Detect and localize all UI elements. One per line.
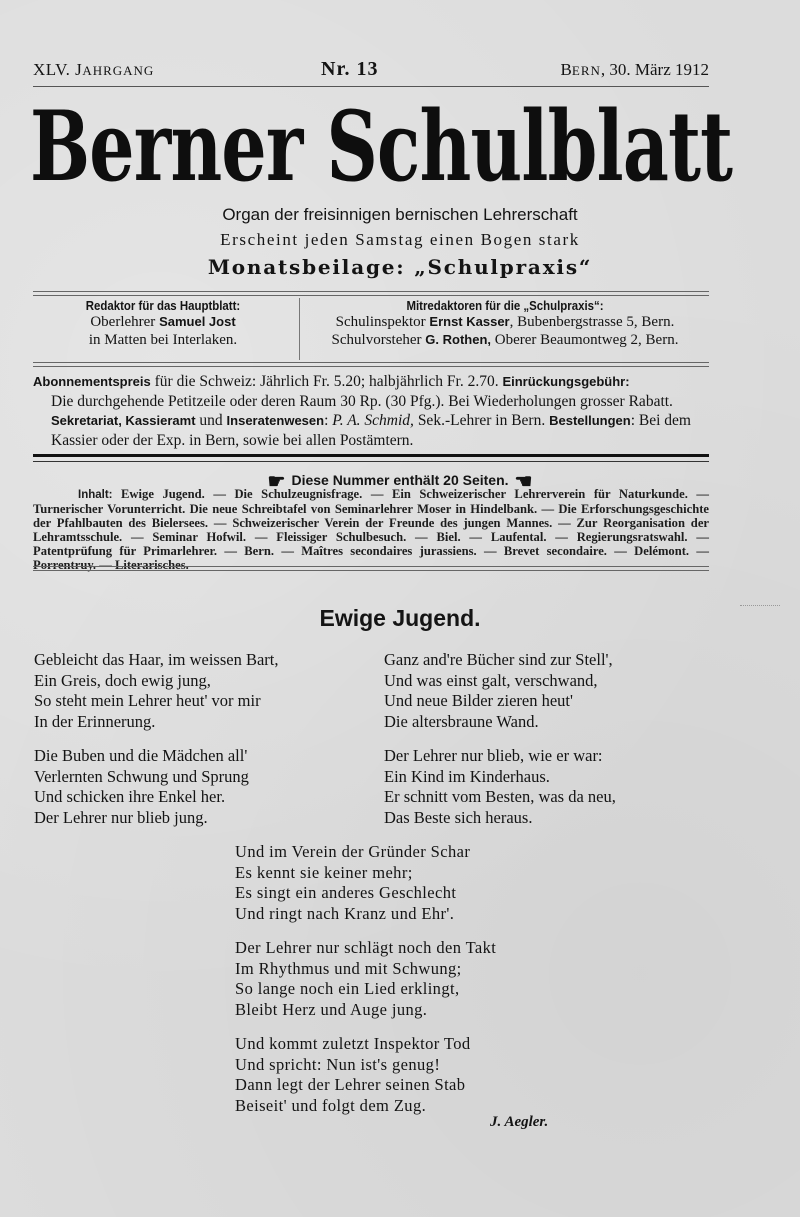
contents-top-rule (33, 454, 709, 462)
poem-title: Ewige Jugend. (319, 605, 481, 631)
poem-line: Und ringt nach Kranz und Ehr'. (235, 903, 455, 923)
main-editor-name: Samuel Jost (159, 314, 236, 329)
volume-label (33, 60, 154, 80)
poem-line: Das Beste sich heraus. (384, 807, 533, 827)
supplement-editors-heading: Mitredaktoren für die „Schulpraxis“: (406, 298, 604, 313)
editor-1-name: Ernst Kasser (429, 314, 510, 329)
main-editor-title: Oberlehrer (90, 314, 160, 330)
poem-line: Und neue Bilder zieren heut' (384, 691, 573, 710)
poem-line: So lange noch ein Lied erklingt, (235, 979, 460, 998)
poem-line: Die Buben und die Mädchen all' (34, 746, 248, 765)
poem-line: Verlernten Schwung und Sprung (34, 766, 249, 786)
poem-line: Im Rhythmus und mit Schwung; (235, 958, 462, 978)
poem-line: Es singt ein anderes Geschlecht (235, 883, 457, 902)
poem-line: Ein Greis, doch ewig jung, (34, 670, 211, 690)
supplement-editor-2 (300, 331, 710, 349)
monthly-supplement: Monatsbeilage: „Schulpraxis“ (207, 255, 593, 279)
volume-prefix: XLV. J (33, 60, 83, 79)
main-editor (33, 298, 293, 349)
volume-smallcaps: AHRGANG (82, 63, 155, 78)
editors-top-rule (33, 291, 709, 296)
editor-2-address: Oberer Beaumontweg 2, Bern. (491, 332, 679, 348)
table-of-contents (33, 487, 709, 572)
poem-line: Bleibt Herz und Auge jung. (235, 999, 428, 1019)
subscription-details (33, 392, 709, 451)
pointing-hand-right-icon: ☛ (267, 471, 286, 493)
editor-1-title: Schulinspektor (335, 314, 430, 330)
poem-line: Und spricht: Nun ist's genug! (235, 1054, 441, 1074)
place-smallcaps: ERN (571, 63, 601, 78)
poem-stanza-7 (235, 1034, 471, 1116)
publication-frequency: Erscheint jeden Samstag einen Bogen stark (220, 230, 580, 249)
poem-line: Es kennt sie keiner mehr; (235, 862, 413, 882)
contents-bottom-rule (33, 566, 709, 571)
secretariat-label: Sekretariat, Kassieramt (51, 413, 196, 428)
poem-line: Ein Kind im Kinderhaus. (384, 766, 550, 786)
advertising-label: Inseratenwesen (226, 413, 325, 428)
contents-items: Ewige Jugend. — Die Schulzeugnisfrage. — Ein Schweizerischer Lehrerverein für Naturkunde. — Turnerischer Vorunterricht. Die neue Schreibtafel von Seminarlehrer Moser in Hindelbank. — Die Erforschungsgeschichte der Pfahlbauten des Bielersees. — Schweizerischer Verein der Freunde des jungen Mannes. — Zur Reorganisation der Lehramtsschule. — Seminar Hofwil. — Fleissiger Schulbesuch. — Biel. — Laufental. — Regierungsratswahl. — Patentprüfung für Primarlehrer. — Bern. — Maîtres secondaires jurassiens. — Brevet secondaire. — Delémont. — Porrentruy. — Literarisches. (33, 487, 709, 572)
issue-number: Nr. 13 (321, 58, 379, 80)
subscription-paragraph (33, 372, 709, 392)
poem-line: Und im Verein der Gründer Schar (235, 842, 471, 861)
insertion-fee-text: Die durchgehende Petitzeile oder deren Raum 30 Rp. (30 Pfg.). Bei Wiederholungen grosser Rabatt. (51, 392, 673, 410)
header-rule (33, 86, 709, 87)
contact-name: P. A. Schmid, (332, 412, 414, 429)
subscription-price: für die Schweiz: Jährlich Fr. 5.20; halbjährlich Fr. 2.70. (150, 373, 503, 390)
poem-stanza-2 (384, 650, 613, 732)
orders-label: Bestellungen (549, 413, 631, 428)
poem-stanza-3 (34, 746, 249, 828)
masthead-subtitle: Organ der freisinnigen bernischen Lehrerschaft (222, 205, 578, 224)
issue-header (33, 58, 709, 84)
editor-2-name: G. Rothen, (425, 332, 491, 347)
conjunction-text: und (195, 412, 227, 429)
poem-line: Gebleicht das Haar, im weissen Bart, (34, 650, 279, 669)
poem-line: Der Lehrer nur blieb, wie er war: (384, 746, 603, 765)
place-date (561, 60, 709, 80)
editors-block (33, 298, 709, 360)
main-editor-address: in Matten bei Interlaken. (88, 332, 238, 348)
place-initial: B (560, 60, 572, 79)
subscription-info (33, 372, 709, 450)
main-editor-name-line (33, 313, 293, 331)
colon-text: : (324, 412, 333, 429)
poem-line: Ganz and're Bücher sind zur Stell', (384, 650, 613, 669)
poem-line: In der Erinnerung. (34, 711, 156, 731)
poem-line: Die altersbraune Wand. (384, 711, 539, 731)
masthead-title: Berner Schulblatt (30, 90, 733, 203)
poem-stanza-1 (34, 650, 278, 732)
poem-line: Und kommt zuletzt Inspektor Tod (235, 1034, 471, 1053)
issue-date: , 30. März 1912 (600, 60, 709, 79)
poem-author: J. Aegler. (490, 1114, 549, 1130)
editor-1-address: , Bubenbergstrasse 5, Bern. (509, 314, 675, 330)
poem-line: So steht mein Lehrer heut' vor mir (34, 691, 261, 710)
page-count-text: Diese Nummer enthält 20 Seiten. (291, 472, 509, 488)
contents-label: Inhalt: (78, 489, 113, 501)
orders-text: : Bei dem Kassier oder der Exp. in Bern, sowie bei allen Postämtern. (51, 412, 691, 449)
poem-line: Dann legt der Lehrer seinen Stab (235, 1075, 466, 1094)
poem-stanza-5 (235, 842, 470, 924)
insertion-fee-label: Einrückungsgebühr: (502, 374, 630, 389)
pointing-hand-left-icon: ☚ (514, 471, 533, 493)
poem-line: Beiseit' und folgt dem Zug. (235, 1095, 427, 1115)
print-smudge (740, 605, 780, 607)
supplement-editor-1 (300, 313, 710, 331)
poem-line: Und schicken ihre Enkel her. (34, 787, 226, 806)
editor-2-title: Schulvorsteher (331, 332, 426, 348)
poem-line: Und was einst galt, verschwand, (384, 670, 598, 690)
main-editor-heading: Redaktor für das Hauptblatt: (85, 298, 241, 313)
editors-bottom-rule (33, 362, 709, 367)
supplement-editors (299, 298, 710, 360)
contents-text (33, 487, 709, 572)
poem-line: Er schnitt vom Besten, was da neu, (384, 787, 616, 806)
subscription-price-label: Abonnementspreis (33, 374, 151, 389)
poem-line: Der Lehrer nur schlägt noch den Takt (235, 938, 497, 957)
poem-line: Der Lehrer nur blieb jung. (34, 807, 208, 827)
poem-stanza-6 (235, 938, 496, 1020)
poem-stanza-4 (384, 746, 616, 828)
contact-role: Sek.-Lehrer in Bern. (413, 412, 550, 429)
